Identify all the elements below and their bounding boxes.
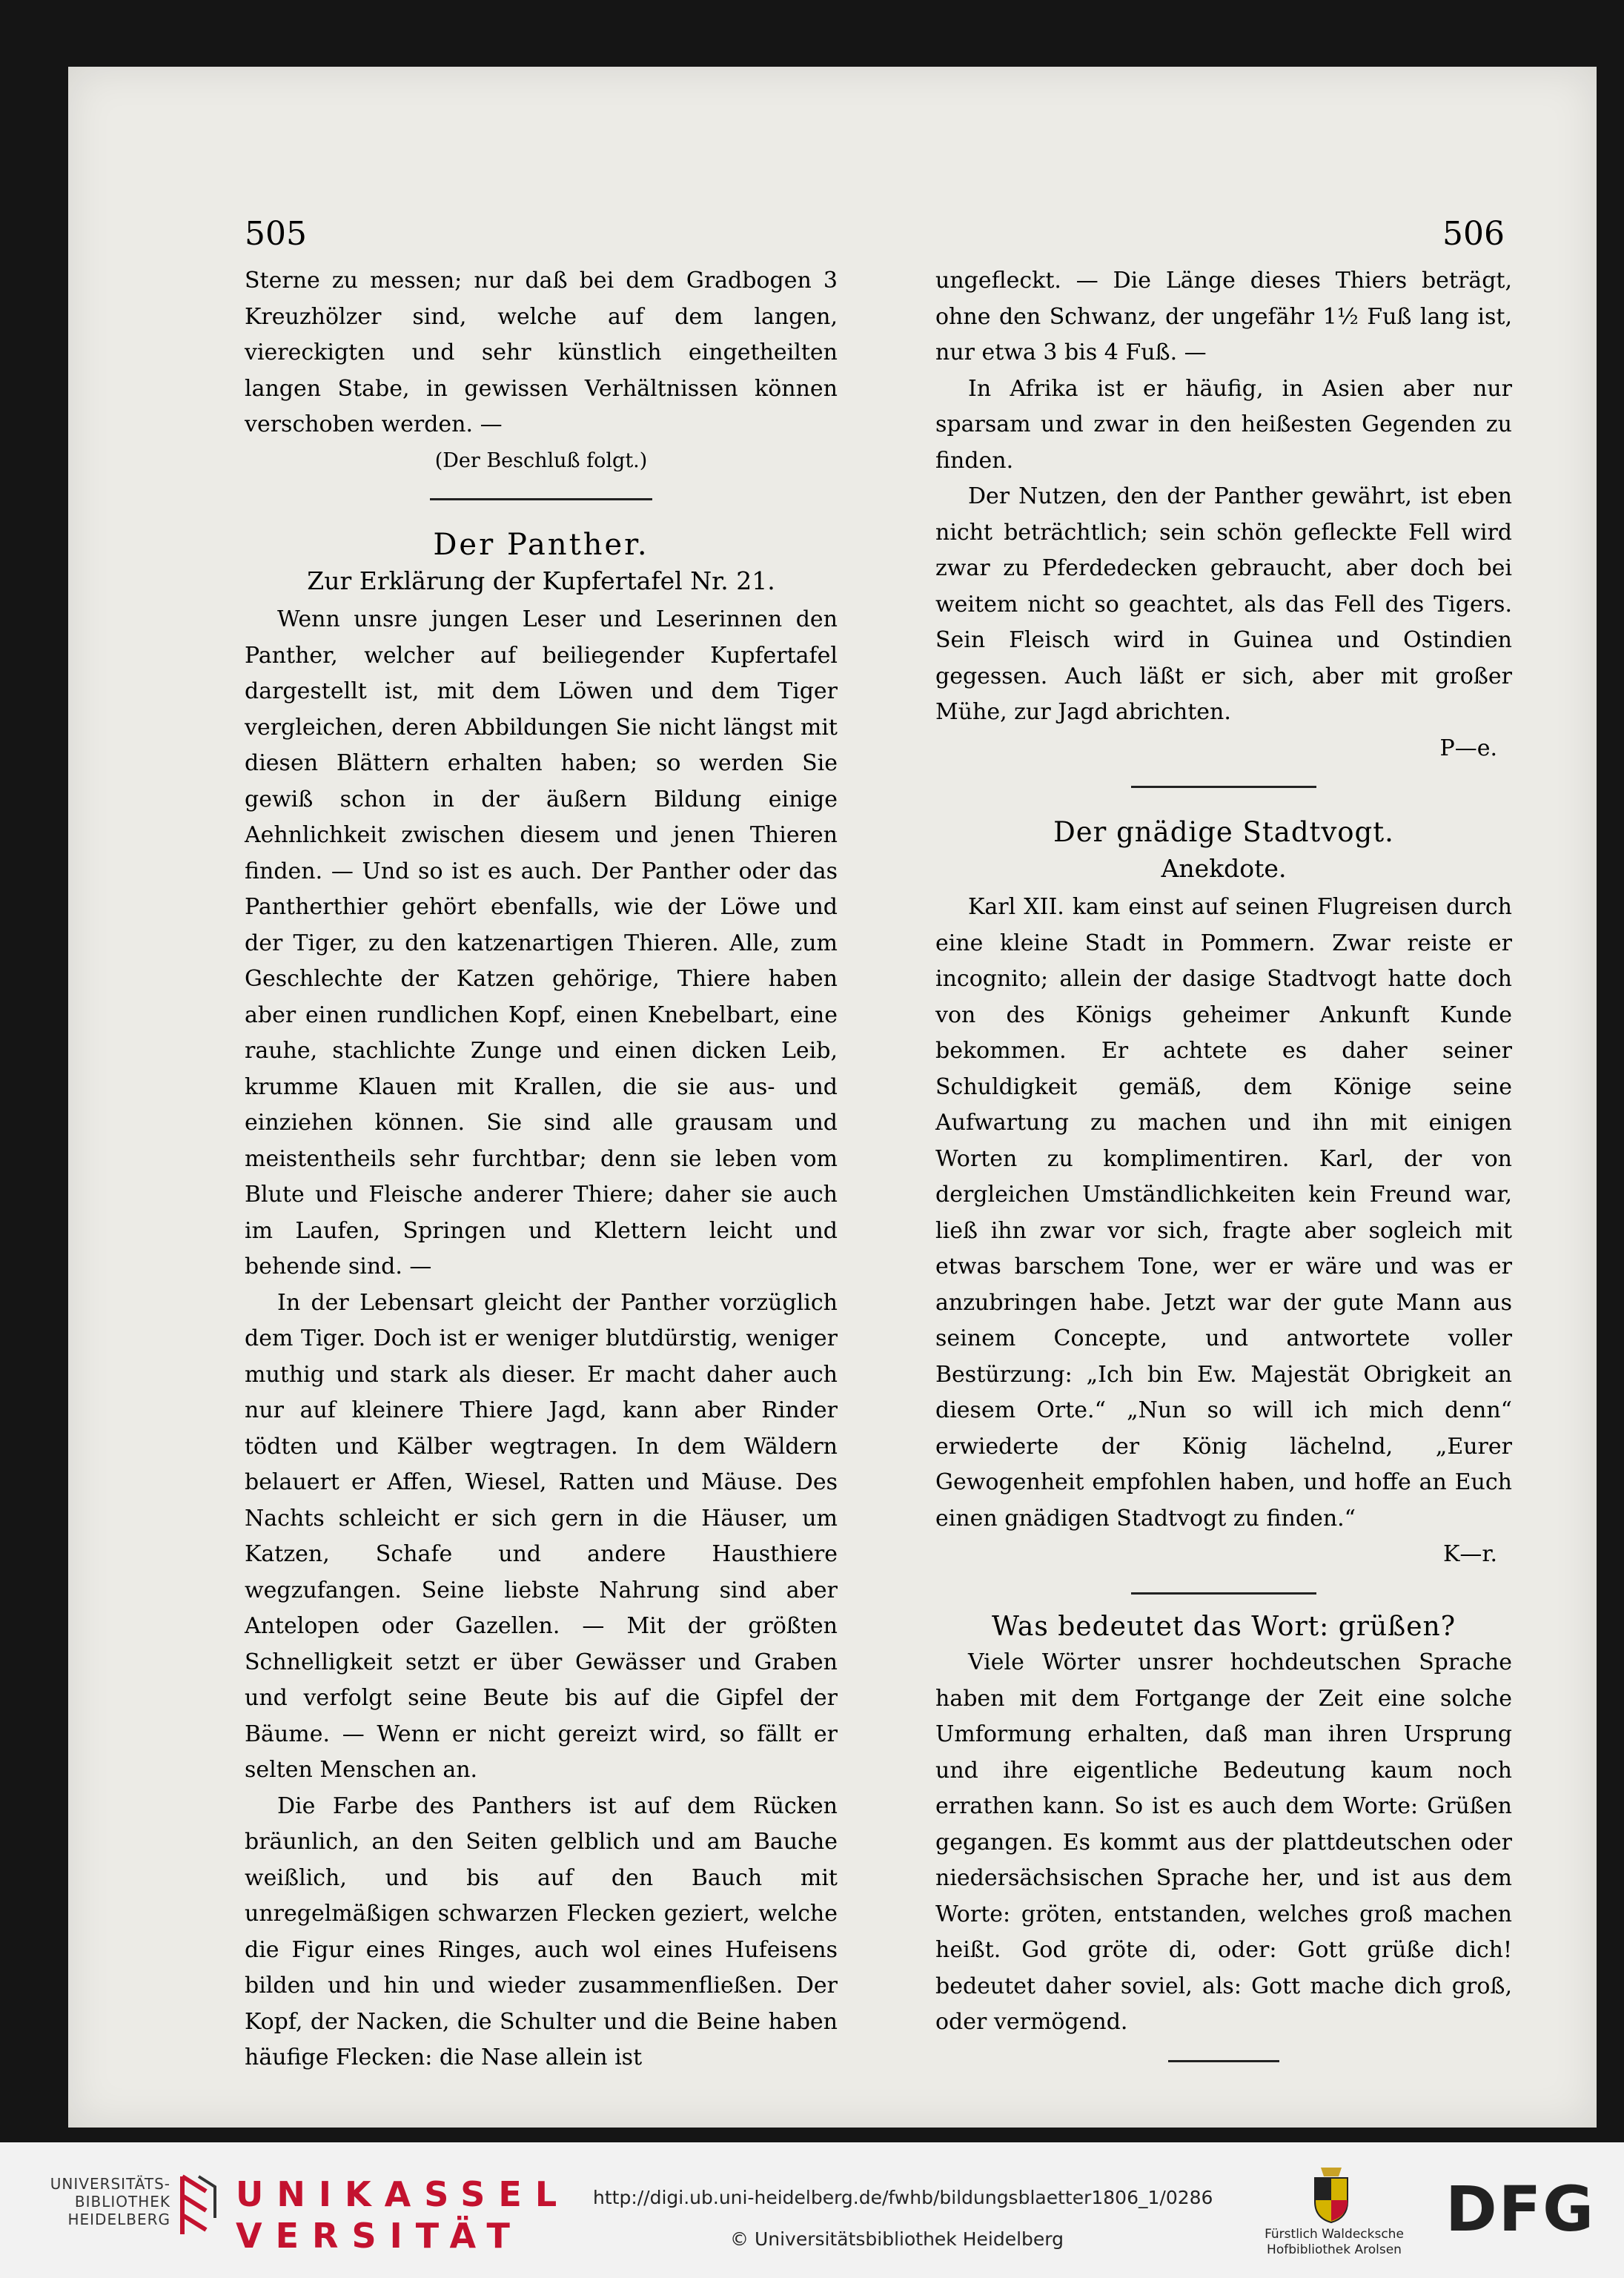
arolsen-library-text xyxy=(1260,2227,1408,2258)
left-column xyxy=(245,263,838,2076)
logo-line: BIBLIOTHEK xyxy=(74,2193,170,2211)
dfg-logo: DFG xyxy=(1445,2173,1596,2245)
logo-line: HEIDELBERG xyxy=(67,2211,170,2228)
right-column xyxy=(935,263,1512,2062)
kassel-line: UNIKASSEL xyxy=(236,2174,571,2214)
article-title: Der Panther. xyxy=(433,528,649,562)
anecdote-paragraph: Karl XII. kam einst auf seinen Flugreisen durch eine kleine Stadt in Pommern. Zwar reiste er incognito; allein der dasige Stadtvogt hatte doch von des Königs geheimer Ankunft Kunde bekommen. Er achtete es daher seiner Schuldigkeit gemäß, dem Könige seine Aufwartung zu machen und ihn mit einigen Worten zu komplimentiren. Karl, der von dergleichen Umständlichkeiten kein Freund war, ließ ihn zwar vor sich, fragte aber sogleich mit etwas barschem Tone, wer er wäre und was er anzubringen habe. Jetzt war der gute Mann aus seinem Concepte, und antwortete voller Bestürzung: „Ich bin Ew. Majestät Obrigkeit an diesem Orte.“ „Nun so will ich mich denn“ erwiederte der König lächelnd, „Eurer Gewogenheit empfohlen haben, und hoffe an Euch einen gnädigen Stadtvogt zu finden.“ xyxy=(935,894,1512,1532)
arolsen-line: Hofbibliothek Arolsen xyxy=(1267,2242,1402,2257)
right-page-number: 506 xyxy=(1442,215,1505,253)
heidelberg-library-logo-text xyxy=(15,2175,170,2228)
section-divider xyxy=(1168,2060,1279,2062)
africa-paragraph: In Afrika ist er häufig, in Asien aber nur sparsam und zwar in den heißesten Gegenden zu finden. xyxy=(935,375,1512,474)
permalink-url[interactable]: http://digi.ub.uni-heidelberg.de/fwhb/bildungsblaetter1806_1/0286 xyxy=(593,2187,1213,2208)
word-article-title: Was bedeutet das Wort: grüßen? xyxy=(991,1611,1456,1642)
article-subtitle: Zur Erklärung der Kupfertafel Nr. 21. xyxy=(307,566,775,595)
copyright-notice: © Universitätsbibliothek Heidelberg xyxy=(730,2228,1064,2250)
logo-line: UNIVERSITÄTS- xyxy=(50,2175,170,2193)
heidelberg-logo-icon xyxy=(176,2173,221,2237)
anecdote-title: Der gnädige Stadtvogt. xyxy=(1053,816,1394,848)
continued-paragraph: ungefleckt. — Die Länge dieses Thiers beträgt, ohne den Schwanz, der ungefähr 1½ Fuß lang ist, nur etwa 3 bis 4 Fuß. — xyxy=(935,268,1512,365)
usage-paragraph: Der Nutzen, den der Panther gewährt, ist eben nicht beträchtlich; sein schön gefleckte Fell wird zwar zu Pferdedecken gebraucht, aber doch bei weitem nicht so geachtet, als das Fell des Tigers. Sein Fleisch wird in Guinea und Ostindien gegessen. Auch läßt er sich, aber mit großer Mühe, zur Jagd abrichten. xyxy=(935,483,1512,725)
left-page-number: 505 xyxy=(245,215,307,253)
signature-anecdote: K—r. xyxy=(1443,1541,1497,1567)
anecdote-subtitle: Anekdote. xyxy=(1161,853,1287,883)
arolsen-crest-icon xyxy=(1310,2166,1352,2224)
signature-panther: P—e. xyxy=(1439,735,1497,761)
section-divider xyxy=(430,498,652,500)
panther-paragraph-2: In der Lebensart gleicht der Panther vorzüglich dem Tiger. Doch ist er weniger blutdürstig, weniger muthig und stark als dieser. Er macht daher auch nur auf kleinere Thiere Jagd, kann aber Rinder tödten und Kälber wegtragen. In dem Wäldern belauert er Affen, Wiesel, Ratten und Mäuse. Des Nachts schleicht er sich gern in die Häuser, um Katzen, Schafe und andere Hausthiere wegzufangen. Seine liebste Nahrung sind aber Antelopen oder Gazellen. — Mit der größten Schnelligkeit setzt er über Gewässer und Graben und verfolgt seine Beute bis auf die Gipfel der Bäume. — Wenn er nicht gereizt wird, so fällt er selten Menschen an. xyxy=(245,1289,838,1783)
section-divider xyxy=(1131,1592,1316,1595)
kassel-line: VERSITÄT xyxy=(236,2216,523,2256)
intro-paragraph: Sterne zu messen; nur daß bei dem Gradbogen 3 Kreuzhölzer sind, welche auf dem langen, viereckigten und sehr künstlich eingetheilten langen Stabe, in gewissen Verhältnissen können verschoben werden. — xyxy=(245,268,838,437)
section-divider xyxy=(1131,786,1316,788)
panther-paragraph-1: Wenn unsre jungen Leser und Leserinnen den Panther, welcher auf beiliegender Kupfertafel dargestellt ist, mit dem Löwen und dem Tiger vergleichen, deren Abbildungen Sie nicht längst mit diesen Blättern erhalten haben; so werden Sie gewiß schon in der äußern Bildung einige Aehnlichkeit zwischen diesem und jenen Thieren finden. — Und so ist es auch. Der Panther oder das Pantherthier gehört ebenfalls, wie der Löwe und der Tiger, zu den katzenartigen Thieren. Alle, zum Geschlechte der Katzen gehörige, Thiere haben aber einen rundlichen Kopf, einen Knebelbart, eine rauhe, stachlichte Zunge und einen dicken Leib, krumme Klauen mit Krallen, die sie aus- und einziehen können. Sie sind alle grausam und meistentheils sehr furchtbar; denn sie leben vom Blute und Fleische anderer Thiere; daher sie auch im Laufen, Springen und Klettern leicht und behende sind. — xyxy=(245,606,838,1279)
continuation-note: (Der Beschluß folgt.) xyxy=(434,448,648,472)
uni-kassel-logo xyxy=(236,2173,570,2257)
viewer-footer xyxy=(0,2142,1624,2278)
panther-paragraph-3: Die Farbe des Panthers ist auf dem Rücken bräunlich, an den Seiten gelblich und am Bauche weißlich, und bis auf den Bauch mit unregelmäßigen schwarzen Flecken geziert, welche die Figur eines Ringes, auch wol eines Hufeisens bilden und hin und wieder zusammenfließen. Der Kopf, der Nacken, die Schulter und die Beine haben häufige Flecken: die Nase allein ist xyxy=(245,1792,838,2070)
arolsen-line: Fürstlich Waldecksche xyxy=(1265,2227,1404,2242)
word-paragraph: Viele Wörter unsrer hochdeutschen Sprache haben mit dem Fortgange der Zeit eine solche Umformung erhalten, daß man ihren Ursprung und ihre eigentliche Bedeutung kaum noch errathen kann. So ist es auch dem Worte: Grüßen gegangen. Es kommt aus der plattdeutschen oder niedersächsischen Sprache her, und ist aus dem Worte: gröten, entstanden, welches groß machen heißt. God gröte di, oder: Gott grüße dich! bedeutet daher soviel, als: Gott mache dich groß, oder vermögend. xyxy=(935,1649,1512,2035)
